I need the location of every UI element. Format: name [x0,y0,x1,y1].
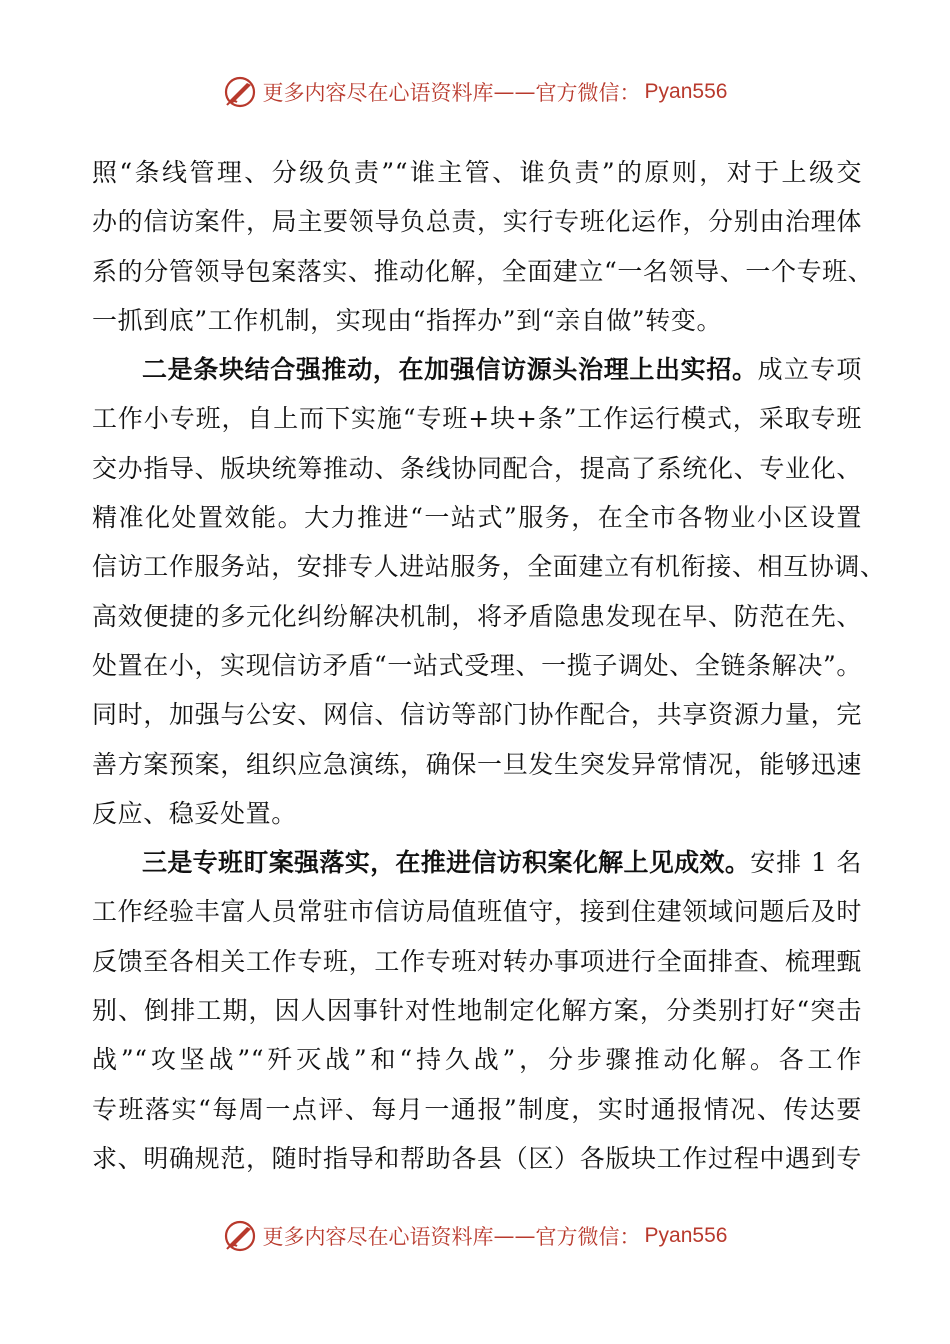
line-text: 高效便捷的多元化纠纷解决机制，将矛盾隐患发现在早、防范在先、 [92,601,862,631]
line-text: 信访工作服务站，安排专人进站服务，全面建立有机衔接、相互协调、 [92,552,886,582]
banner-wechat-label: 官方微信： [535,1225,641,1249]
text-line [92,1035,862,1084]
text-line [92,296,862,345]
text-line [92,1085,862,1134]
line-text: 别、倒排工期，因人因事针对性地制定化解方案，分类别打好“突击 [92,996,862,1026]
line-text: 交办指导、版块统筹推动、条线协同配合，提高了系统化、专业化、 [92,453,862,483]
paragraph-lead-line [92,345,862,394]
banner-brand-text: 更多内容尽在心语资料库 [262,1225,494,1249]
text-line [92,444,862,493]
text-line [92,641,862,690]
line-text: 善方案预案，组织应急演练，确保一旦发生突发异常情况，能够迅速 [92,749,862,779]
text-line [92,986,862,1035]
line-text: 安排 1 名 [750,848,862,878]
line-text: 系的分管领导包案落实、推动化解，全面建立“一名领导、一个专班、 [92,256,874,286]
footer-banner [0,1216,950,1256]
text-line [92,542,886,591]
line-text: 工作小专班，自上而下实施“专班+块+条”工作运行模式，采取专班 [92,404,862,434]
text-line [92,1134,862,1183]
text-line [92,690,862,739]
text-line [92,394,862,443]
line-text: 工作经验丰富人员常驻市信访局值班值守，接到住建领域问题后及时 [92,897,862,927]
bold-heading-text: 三是专班盯案强落实，在推进信访积案化解上见成效。 [142,848,751,878]
line-text: 专班落实“每周一点评、每月一通报”制度，实时通报情况、传达要 [92,1094,862,1124]
line-text: 战”“攻坚战”“歼灭战”和“持久战”，分步骤推动化解。各工作 [92,1045,862,1075]
line-text: 求、明确规范，随时指导和帮助各县（区）各版块工作过程中遇到专 [92,1143,862,1173]
banner-separator: —— [493,80,536,104]
line-text: 成立专项 [757,355,862,385]
line-text: 照“条线管理、分级负责”“谁主管、谁负责”的原则，对于上级交 [92,158,862,187]
text-line [92,789,862,838]
text-line [92,247,874,296]
document-body [92,148,886,1183]
brand-logo-icon [223,1219,257,1253]
text-line [92,937,862,986]
line-text: 精准化处置效能。大力推进“一站式”服务，在全市各物业小区设置 [92,503,862,533]
text-line [92,197,862,246]
text-line [92,740,862,789]
line-text: 一抓到底”工作机制，实现由“指挥办”到“亲自做”转变。 [92,305,723,335]
line-text: 反应、稳妥处置。 [92,798,297,828]
banner-separator: —— [493,1224,536,1248]
banner-wechat-id: Pyan556 [644,1224,728,1247]
banner-brand-text: 更多内容尽在心语资料库 [262,81,494,105]
text-line [92,493,862,542]
line-text: 处置在小，实现信访矛盾“一站式受理、一揽子调处、全链条解决”。 [92,650,862,680]
brand-logo-icon [223,75,257,109]
line-text: 办的信访案件，局主要领导负总责，实行专班化运作，分别由治理体 [92,207,862,237]
header-banner [0,72,950,112]
banner-wechat-id: Pyan556 [644,80,728,103]
text-line [92,887,862,936]
paragraph-lead-line [92,838,862,887]
bold-heading-text: 二是条块结合强推动，在加强信访源头治理上出实招。 [142,355,758,385]
text-line [92,592,862,641]
line-text: 同时，加强与公安、网信、信访等部门协作配合，共享资源力量，完 [92,700,862,730]
text-line [92,148,862,197]
banner-wechat-label: 官方微信： [535,81,641,105]
line-text: 反馈至各相关工作专班，工作专班对转办事项进行全面排查、梳理甄 [92,946,862,976]
